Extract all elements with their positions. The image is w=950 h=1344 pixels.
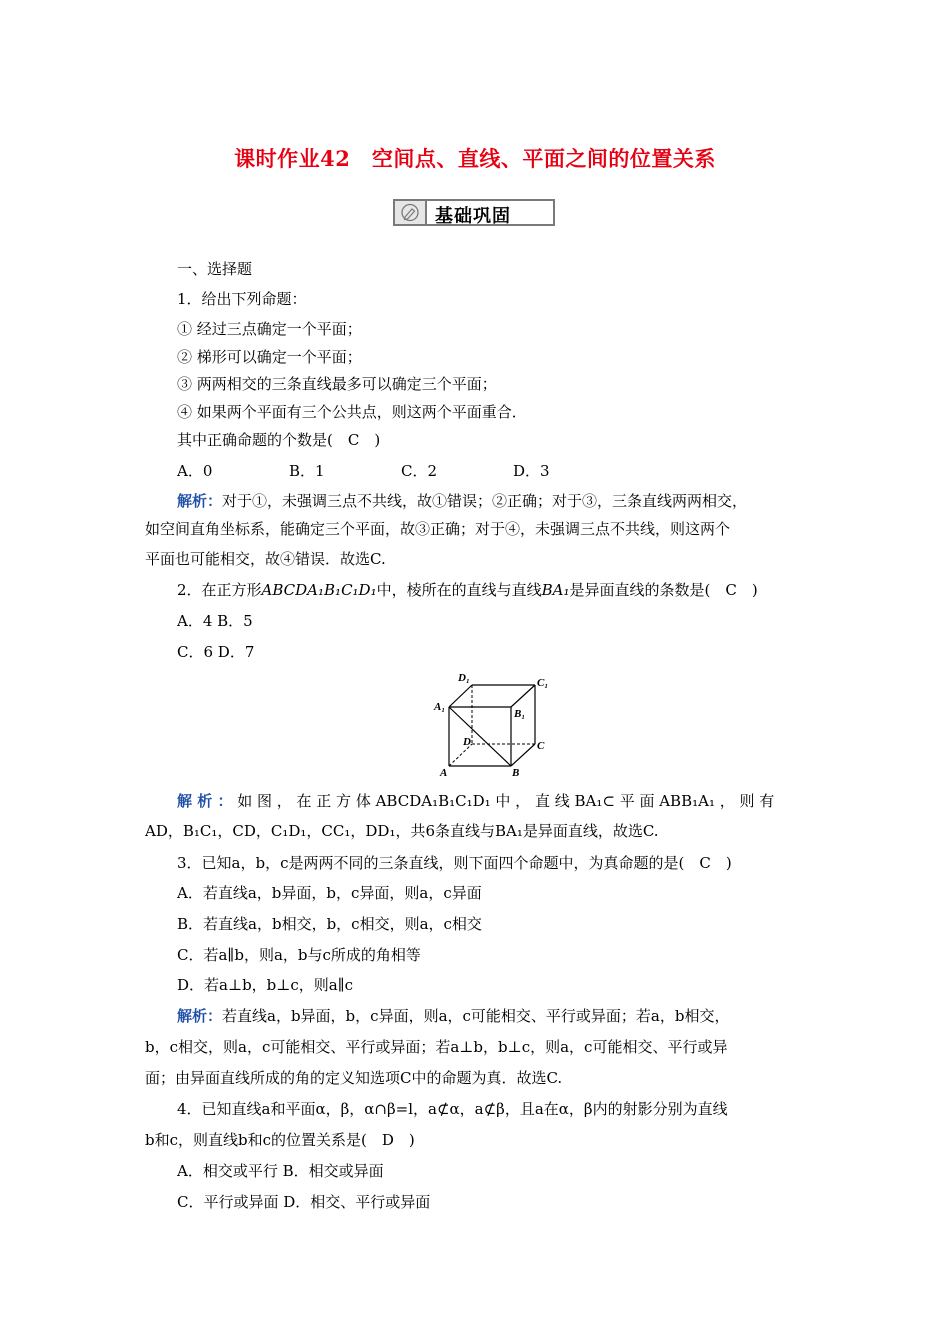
q1-ask: 其中正确命题的个数是( C ) xyxy=(177,431,381,449)
edge-b1-c1 xyxy=(511,685,535,707)
label-c1: C₁ xyxy=(537,677,549,689)
edge-a1-d1 xyxy=(449,685,472,707)
q1-item-3: ③ 两两相交的三条直线最多可以确定三个平面； xyxy=(177,375,497,393)
cube-figure xyxy=(430,668,560,783)
q3-analysis-text-1: 若直线a，b异面，b，c异面，则a，c可能相交、平行或异面；若a，b相交， xyxy=(222,1007,730,1025)
label-d1: D₁ xyxy=(458,672,470,684)
q2-stem xyxy=(177,579,758,600)
q1-analysis-text-1: 对于①，未强调三点不共线，故①错误；②正确；对于③，三条直线两两相交， xyxy=(222,492,748,510)
q3-analysis-line-3: 面；由异面直线所成的角的定义知选项C中的命题为真．故选C. xyxy=(145,1069,563,1087)
label-b1: B₁ xyxy=(514,708,526,720)
section-badge xyxy=(393,199,555,226)
analysis-label: 解 析 ： xyxy=(177,792,233,810)
q4-options-row-2: C．平行或异面 D．相交、平行或异面 xyxy=(177,1193,431,1211)
q4-stem-line-2: b和c，则直线b和c的位置关系是( D ) xyxy=(145,1131,415,1149)
q1-item-2: ② 梯形可以确定一个平面； xyxy=(177,348,362,366)
q3-analysis-line-2: b，c相交，则a，c可能相交、平行或异面；若a⊥b，b⊥c，则a，c可能相交、平行或异 xyxy=(145,1038,728,1056)
q3-stem: 3．已知a，b，c是两两不同的三条直线，则下面四个命题中，为真命题的是( C ) xyxy=(177,854,732,872)
q2-stem-part-a: 2．在正方形 xyxy=(177,581,262,599)
q2-options-row-2: C．6 D．7 xyxy=(177,643,255,661)
section-heading: 一、选择题 xyxy=(177,260,253,278)
label-c: C xyxy=(537,740,545,752)
q1-option-a: A．0 xyxy=(177,462,213,480)
q2-analysis-line-2: AD，B₁C₁，CD，C₁D₁，CC₁，DD₁，共6条直线与BA₁是异面直线，故选C. xyxy=(145,822,659,840)
q3-option-c: C．若a∥b，则a，b与c所成的角相等 xyxy=(177,946,421,964)
q2-stem-part-b: 中，棱所在的直线与直线 xyxy=(376,581,542,599)
q3-option-a: A．若直线a，b异面，b，c异面，则a，c异面 xyxy=(177,884,482,902)
q1-analysis-line-1 xyxy=(177,490,747,511)
label-a1: A₁ xyxy=(434,701,446,713)
label-d: D xyxy=(463,736,471,748)
badge-label: 基础巩固 xyxy=(435,206,511,227)
q2-cube-name: ABCDA₁B₁C₁D₁ xyxy=(261,581,377,599)
q2-analysis-line-1 xyxy=(177,790,774,811)
analysis-label: 解析： xyxy=(177,492,223,510)
q1-item-1: ① 经过三点确定一个平面； xyxy=(177,320,362,338)
pencil-icon xyxy=(395,201,427,224)
q3-option-b: B．若直线a，b相交，b，c相交，则a，c相交 xyxy=(177,915,482,933)
q3-option-d: D．若a⊥b，b⊥c，则a∥c xyxy=(177,976,354,994)
q4-stem-line-1: 4．已知直线a和平面α，β，α∩β=l，a⊄α，a⊄β，且a在α，β内的射影分别为直线 xyxy=(177,1100,728,1118)
q3-analysis-line-1 xyxy=(177,1005,729,1026)
q1-option-c: C．2 xyxy=(401,462,438,480)
q2-stem-part-c: 是异面直线的条数是( C ) xyxy=(569,581,758,599)
edge-b-c xyxy=(511,744,535,766)
q1-item-4: ④ 如果两个平面有三个公共点，则这两个平面重合． xyxy=(177,403,527,421)
q1-option-b: B．1 xyxy=(289,462,325,480)
page-title: 课时作业42 空间点、直线、平面之间的位置关系 xyxy=(234,146,716,171)
q1-stem: 1．给出下列命题： xyxy=(177,290,307,308)
q4-options-row-1: A．相交或平行 B．相交或异面 xyxy=(177,1162,384,1180)
q1-analysis-line-3: 平面也可能相交，故④错误．故选C. xyxy=(145,550,386,568)
q2-options-row-1: A．4 B．5 xyxy=(177,612,253,630)
label-a: A xyxy=(440,767,448,779)
q1-analysis-line-2: 如空间直角坐标系，能确定三个平面，故③正确；对于④，未强调三点不共线，则这两个 xyxy=(145,520,731,538)
q2-line-name: BA₁ xyxy=(541,581,570,599)
q2-analysis-text-1: 如 图 ， 在 正 方 体 ABCDA₁B₁C₁D₁ 中 ， 直 线 BA₁⊂ 平 面 ABB₁A₁ ， 则 有 xyxy=(232,792,775,810)
label-b: B xyxy=(512,767,520,779)
q1-option-d: D．3 xyxy=(513,462,550,480)
analysis-label: 解析： xyxy=(177,1007,223,1025)
